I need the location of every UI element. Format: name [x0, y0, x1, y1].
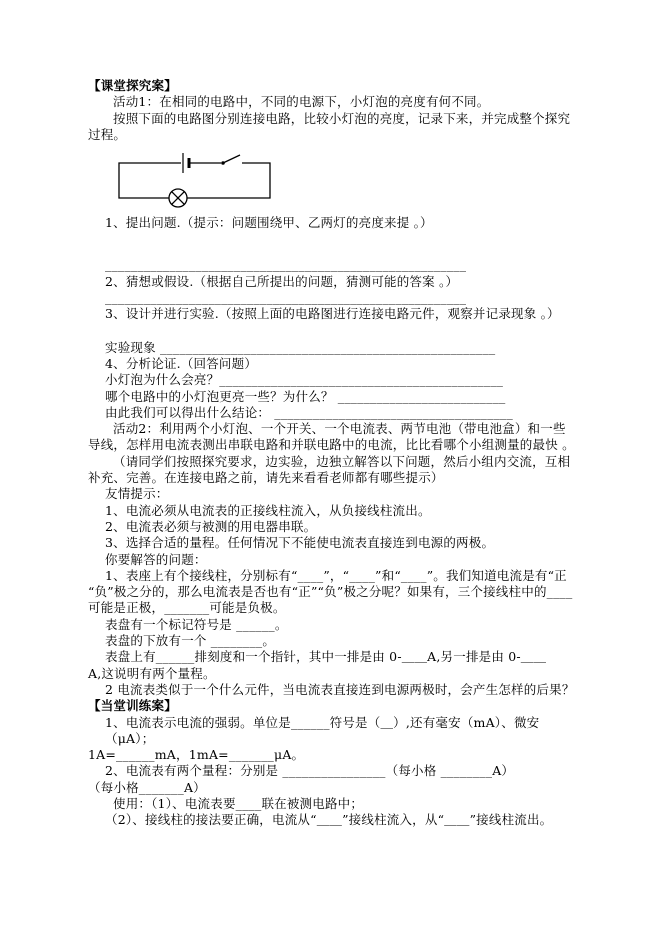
- analysis-question-2: 哪个电路中的小灯泡更亮一些？为什么？ __________________________: [105, 388, 506, 404]
- questions-title: 你要解答的问题：: [105, 551, 207, 567]
- training-q1-line2: 1A=______mA，1mA=_______μA。: [88, 747, 305, 763]
- dial-below-blank: 表盘的下放有一个 ________。: [105, 633, 276, 649]
- lamp-symbol: [169, 189, 187, 207]
- answer-blank-1: ________________________________________________________: [105, 257, 467, 273]
- terminal-question-2: “负”极之分的，那么电流表是否也有“正”“负”极之分呢？如果有，三个接线柱中的____: [88, 584, 573, 600]
- q1-propose-question: 1、提出问题.（提示：问题围绕甲、乙两灯的亮度来提 。）: [105, 215, 433, 231]
- switch-symbol: [221, 155, 240, 165]
- q3-experiment: 3、设计并进行实验.（按照上面的电路图进行连接电路元件，观察并记录现象 。）: [105, 306, 560, 322]
- tips-title: 友情提示：: [105, 486, 169, 502]
- activity1-intro: 活动1：在相同的电路中，不同的电源下，小灯泡的亮度有何不同。: [113, 94, 490, 110]
- training-q2-line2: （每小格_______A）: [88, 779, 206, 795]
- ammeter-question-2: 2 电流表类似于一个什么元件，当电流表直接连到电源两极时，会产生怎样的后果？: [105, 681, 575, 697]
- training-q2-line1: 2、电流表有两个量程：分别是 ________________（每小格 ________A）: [105, 763, 515, 779]
- tip-1: 1、电流必须从电流表的正接线柱流入，从负接线柱流出。: [105, 502, 431, 518]
- tip-3: 3、选择合适的量程。任何情况下不能使电流表直接连到电源的两极。: [105, 535, 495, 551]
- explore-case-title: 【课堂探究案】: [88, 78, 177, 93]
- terminal-question-3: 可能是正极，_______可能是负极。: [88, 600, 286, 616]
- tip-2: 2、电流表必须与被测的用电器串联。: [105, 518, 317, 534]
- activity2-note-2: 补充、完善。在连接电路之前，请先来看看老师都有哪些提示）: [88, 470, 444, 486]
- analysis-question-1: 小灯泡为什么会亮？____________________________________________: [105, 372, 504, 388]
- dial-symbol-blank: 表盘有一个标记符号是 ______。: [105, 616, 288, 632]
- worksheet-content: [88, 78, 580, 829]
- training-case-title: 【当堂训练案】: [88, 698, 177, 714]
- blank-space: [88, 231, 580, 257]
- training-q1-line1: 1、电流表示电流的强弱。单位是______符号是（＿）,还有毫安（mA）、微安（μA）；: [105, 714, 540, 746]
- activity2-intro-2: 导线，怎样用电流表测出串联电路和并联电路中的电流，比比看哪个小组测量的最快 。: [88, 437, 575, 453]
- activity2-note-1: （请同学们按照探究要求，边实验，边独立解答以下问题，然后小组内交流，互相: [113, 453, 571, 469]
- activity1-desc-2: 过程。: [88, 126, 127, 142]
- q2-hypothesis: 2、猜想或假设.（根据自己所提出的问题，猜测可能的答案 。）: [105, 273, 459, 289]
- training-usage-1: 使用：（1）、电流表要____联在被测电路中；: [113, 795, 364, 811]
- battery-symbol: [183, 153, 189, 173]
- blank-space: [88, 323, 580, 340]
- q4-analysis: 4、分析论证.（回答问题）: [105, 355, 258, 371]
- circuit-diagram: [115, 151, 580, 209]
- analysis-conclusion: 由此我们可以得出什么结论： _____________________________________: [105, 404, 513, 420]
- dial-scales-1: 表盘上有______排刻度和一个指针，其中一排是由 0-＿＿A,另一排是由 0-＿＿: [105, 649, 547, 665]
- experiment-phenomenon-blank: 实验现象 ____________________________________________________: [105, 339, 496, 355]
- answer-blank-2: ________________________________________________________: [105, 290, 467, 306]
- dial-scales-2: A,这说明有两个量程。: [88, 665, 216, 681]
- activity2-intro-1: 活动2：利用两个小灯泡、一个开关、一个电流表、两节电池（带电池盒）和一些: [113, 421, 566, 437]
- circuit-wires: [119, 163, 270, 198]
- terminal-question-1: 1、表座上有个接线柱，分别标有“____”，“____”和“____”。我们知道电流是有“正: [105, 567, 567, 583]
- training-usage-2: （2）、接线柱的接法要正确，电流从“＿＿”接线柱流入，从“＿＿”接线柱流出。: [105, 812, 553, 828]
- activity1-desc-1: 按照下面的电路图分别连接电路，比较小灯泡的亮度，记录下来，并完成整个探究: [113, 110, 571, 126]
